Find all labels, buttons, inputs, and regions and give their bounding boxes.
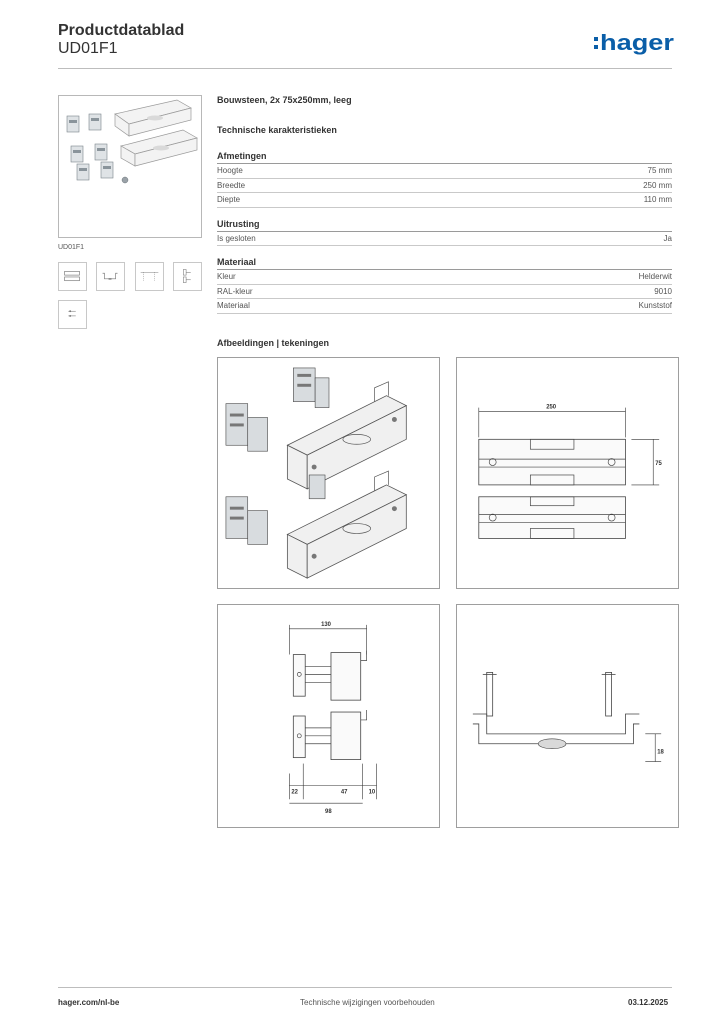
front-dimension-drawing <box>457 358 678 588</box>
page-title: Productdatablad <box>58 22 185 39</box>
spec-label: Breedte <box>217 180 246 190</box>
front-view-thumbnail-icon <box>59 263 86 290</box>
spec-value: 9010 <box>654 286 672 296</box>
thumbnail-profile-view[interactable] <box>96 262 125 291</box>
spec-value: 250 mm <box>643 180 672 190</box>
spec-value: Ja <box>663 233 672 243</box>
product-code-label: UD01F1 <box>58 244 85 251</box>
dimension-height-label: 75 <box>655 461 662 468</box>
profile-view-thumbnail-icon <box>97 263 124 290</box>
logo-text: hager <box>600 30 675 55</box>
dimension-profile-height-label: 18 <box>657 749 664 756</box>
spec-label: Hoogte <box>217 166 243 175</box>
thumbnail-side-detail[interactable] <box>58 300 87 329</box>
figures-heading: Afbeeldingen | tekeningen <box>217 338 330 348</box>
thumbnail-side-view[interactable] <box>173 262 202 291</box>
spec-row <box>217 164 672 179</box>
dimension-total-label: 98 <box>325 809 332 816</box>
header-divider <box>58 68 672 69</box>
dimension-b-label: 47 <box>340 789 348 796</box>
spec-row <box>217 179 672 194</box>
product-photo-illustration <box>59 96 203 239</box>
dimension-c-label: 10 <box>368 789 376 796</box>
side-detail-thumbnail-icon <box>59 301 86 328</box>
spec-row <box>217 270 672 285</box>
spec-row <box>217 299 672 314</box>
hager-logo <box>592 29 676 57</box>
figure-side-dimensions[interactable] <box>217 604 440 828</box>
spec-row <box>217 232 672 247</box>
dimension-width-label: 250 <box>546 404 557 411</box>
section-heading-material: Materiaal <box>217 257 672 270</box>
footer-date: 03.12.2025 <box>628 998 669 1007</box>
technical-characteristics-heading: Technische karakteristieken <box>217 125 337 135</box>
spec-label: Materiaal <box>217 301 250 310</box>
footer-website-link[interactable]: hager.com/nl-be <box>58 998 120 1007</box>
product-reference: UD01F1 <box>58 40 118 57</box>
spec-value: Kunststof <box>638 301 672 310</box>
product-photo[interactable] <box>58 95 202 238</box>
spec-value: 110 mm <box>643 195 672 204</box>
spec-row <box>217 285 672 300</box>
spec-label: Kleur <box>217 272 236 281</box>
spec-row <box>217 193 672 208</box>
spec-value: 75 mm <box>647 166 672 175</box>
spec-label: Diepte <box>217 195 241 204</box>
spec-label: RAL-kleur <box>217 286 253 296</box>
dimension-view-thumbnail-icon <box>136 263 163 290</box>
figure-front-dimensions[interactable] <box>456 357 679 589</box>
section-heading-dimensions: Afmetingen <box>217 151 672 164</box>
dimension-a-label: 22 <box>291 789 298 796</box>
thumbnail-dimension-view[interactable] <box>135 262 164 291</box>
spec-value: Helderwit <box>638 272 672 281</box>
footer-divider <box>58 987 672 988</box>
figure-isometric[interactable] <box>217 357 440 589</box>
thumbnail-front-view[interactable] <box>58 262 87 291</box>
isometric-drawing <box>218 358 439 588</box>
dimension-depth-label: 130 <box>321 621 331 628</box>
figure-profile-dimensions[interactable] <box>456 604 679 828</box>
profile-dimension-drawing <box>457 605 678 827</box>
specification-block <box>217 95 672 314</box>
footer-notice: Technische wijzigingen voorbehouden <box>300 998 435 1007</box>
product-name: Bouwsteen, 2x 75x250mm, leeg <box>217 95 352 105</box>
side-view-thumbnail-icon <box>174 263 201 290</box>
spec-label: Is gesloten <box>217 233 256 243</box>
section-heading-equipment: Uitrusting <box>217 219 672 232</box>
side-dimension-drawing <box>218 605 439 827</box>
